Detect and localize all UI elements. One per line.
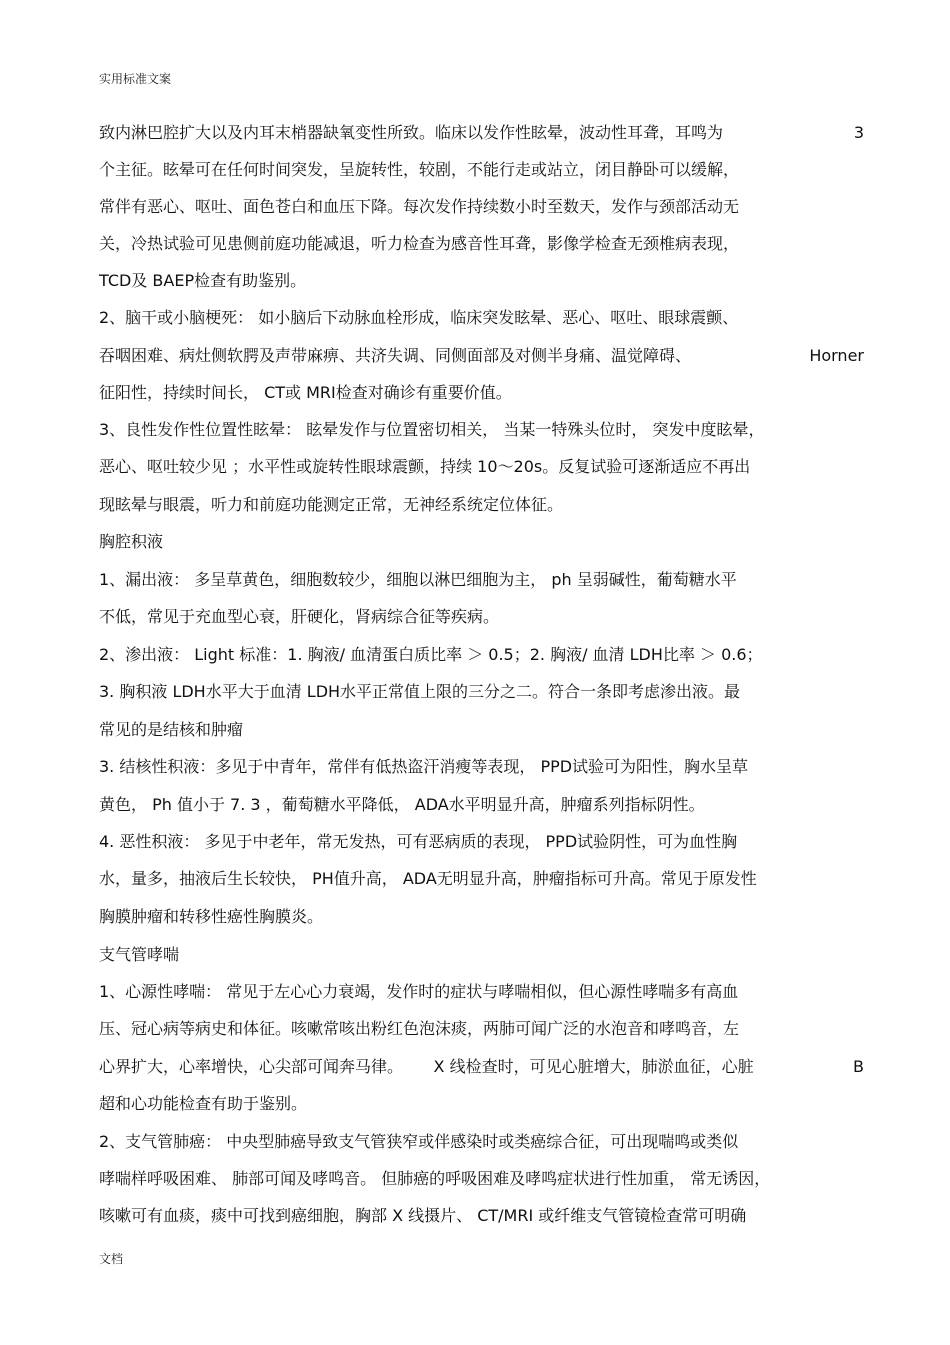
page-header: 实用标准文案: [99, 72, 172, 86]
text-line: [99, 682, 864, 702]
text-line: [99, 532, 864, 552]
text-line: [99, 271, 864, 291]
text-line: [99, 645, 864, 665]
text-line-content: 致内淋巴腔扩大以及内耳末梢器缺氧变性所致。临床以发作性眩晕，波动性耳聋，耳鸣为: [99, 123, 724, 142]
text-line-content: TCD及 BAEP检查有助鉴别。: [99, 271, 307, 290]
text-line: [99, 495, 864, 515]
text-line: [99, 1094, 864, 1114]
text-line: [99, 197, 864, 217]
text-line-content: 咳嗽可有血痰，痰中可找到癌细胞，胸部 X 线摄片、 CT/MRI 或纤维支气管镜检查常可明确: [99, 1206, 747, 1225]
text-line: [99, 982, 864, 1002]
text-line: [99, 1206, 864, 1226]
text-line: [99, 907, 864, 927]
text-line-content: 3. 结核性积液：多见于中青年，常伴有低热盗汗消瘦等表现， PPD试验可为阳性，胸水呈草: [99, 757, 749, 776]
text-line-content: 水，量多，抽液后生长较快， PH值升高， ADA无明显升高，肿瘤指标可升高。常见于原发性: [99, 869, 757, 888]
text-line-tail: 3: [853, 123, 864, 142]
text-line-content: 常见的是结核和肿瘤: [99, 720, 244, 739]
page-footer: 文档: [99, 1252, 124, 1266]
text-line: [99, 832, 864, 852]
text-line-content: 恶心、呕吐较少见 ；水平性或旋转性眼球震颤，持续 10～20s。反复试验可逐渐适应不再出: [99, 457, 751, 476]
text-line-content: 超和心功能检查有助于鉴别。: [99, 1094, 308, 1113]
text-line-content: 不低，常见于充血型心衰，肝硬化，肾病综合征等疾病。: [99, 607, 500, 626]
text-line: [99, 1057, 864, 1077]
text-line-content: 胸膜肿瘤和转移性癌性胸膜炎。: [99, 907, 324, 926]
text-line-content: 3. 胸积液 LDH水平大于血清 LDH水平正常值上限的三分之二。符合一条即考虑渗出液。最: [99, 682, 741, 701]
text-line: [99, 420, 864, 440]
text-line: [99, 757, 864, 777]
text-line-content: 现眩晕与眼震，听力和前庭功能测定正常，无神经系统定位体征。: [99, 495, 564, 514]
text-line-content: 胸腔积液: [99, 532, 164, 551]
text-line-content: 3、良性发作性位置性眩晕： 眩晕发作与位置密切相关， 当某一特殊头位时， 突发中度眩晕，: [99, 420, 765, 439]
text-line-content: 个主征。眩晕可在任何时间突发，呈旋转性，较剧，不能行走或站立，闭目静卧可以缓解，: [99, 160, 740, 179]
text-line-content: 征阳性，持续时间长， CT或 MRI检查对确诊有重要价值。: [99, 383, 512, 402]
text-line: [99, 720, 864, 740]
text-line-content: 1、心源性哮喘： 常见于左心心力衰竭，发作时的症状与哮喘相似，但心源性哮喘多有高血: [99, 982, 739, 1001]
text-line-content: 心界扩大，心率增快，心尖部可闻奔马律。 X 线检查时，可见心脏增大，肺淤血征，心脏: [99, 1057, 754, 1076]
text-line: [99, 383, 864, 403]
text-line-content: 2、支气管肺癌： 中央型肺癌导致支气管狭窄或伴感染时或类癌综合征，可出现喘鸣或类似: [99, 1132, 739, 1151]
text-line: [99, 570, 864, 590]
text-line-content: 2、脑干或小脑梗死： 如小脑后下动脉血栓形成，临床突发眩晕、恶心、呕吐、眼球震颤、: [99, 308, 739, 327]
text-line: [99, 1019, 864, 1039]
text-line-content: 支气管哮喘: [99, 945, 180, 964]
text-line-content: 2、渗出液： Light 标准：1. 胸液/ 血清蛋白质比率 ＞ 0.5；2. 胸液/ 血清 LDH比率 ＞ 0.6；: [99, 645, 763, 664]
text-line-content: 4. 恶性积液： 多见于中老年，常无发热，可有恶病质的表现， PPD试验阴性，可为血性胸: [99, 832, 738, 851]
text-line-content: 1、漏出液： 多呈草黄色，细胞数较少，细胞以淋巴细胞为主， ph 呈弱碱性，葡萄糖水平: [99, 570, 737, 589]
text-line: [99, 945, 864, 965]
text-line-content: 关，冷热试验可见患侧前庭功能减退，听力检查为感音性耳聋，影像学检查无颈椎病表现，: [99, 234, 740, 253]
text-line: [99, 1132, 864, 1152]
text-line: [99, 457, 864, 477]
text-line: [99, 346, 864, 366]
text-line-content: 压、冠心病等病史和体征。咳嗽常咳出粉红色泡沫痰，两肺可闻广泛的水泡音和哮鸣音，左: [99, 1019, 740, 1038]
text-line-content: 哮喘样呼吸困难、 肺部可闻及哮鸣音。 但肺癌的呼吸困难及哮鸣症状进行性加重， 常无诱因，: [99, 1169, 771, 1188]
text-line-content: 常伴有恶心、呕吐、面色苍白和血压下降。每次发作持续数小时至数天，发作与颈部活动无: [99, 197, 740, 216]
text-line: [99, 308, 864, 328]
text-line: [99, 234, 864, 254]
text-line-content: 黄色， Ph 值小于 7. 3 ，葡萄糖水平降低， ADA水平明显升高，肿瘤系列指标阴性。: [99, 795, 705, 814]
text-line: [99, 123, 864, 143]
text-line: [99, 1169, 864, 1189]
text-line-tail: Horner: [809, 346, 864, 365]
text-line: [99, 869, 864, 889]
text-line-content: 吞咽困难、病灶侧软腭及声带麻痹、共济失调、同侧面部及对侧半身痛、温觉障碍、: [99, 346, 692, 365]
text-line: [99, 160, 864, 180]
text-line: [99, 795, 864, 815]
text-line-tail: B: [853, 1057, 864, 1076]
text-line: [99, 607, 864, 627]
